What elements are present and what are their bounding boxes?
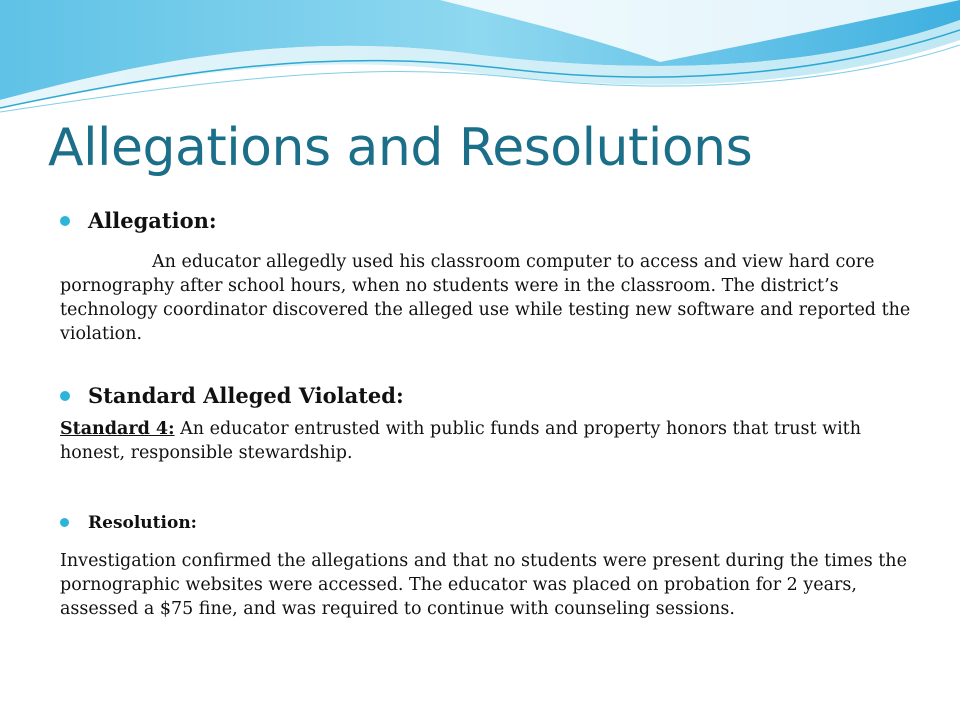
allegation-paragraph [60, 250, 920, 346]
allegation-text: An educator allegedly used his classroom computer to access and view hard core pornography after school hours, when no students were in the classroom. The district’s technology coordinator discovered the alleged use while testing new software and reported the violation. [60, 252, 911, 344]
resolution-text: Investigation confirmed the allegations and that no students were present during the times the pornographic websites were accessed. The educator was placed on probation for 2 years, assessed a $75 fine, and was required to continue with counseling sessions. [60, 551, 907, 619]
allegation-heading-row [60, 204, 920, 238]
resolution-paragraph [60, 549, 920, 621]
header-wave-decoration [0, 0, 960, 120]
standard-heading: Standard Alleged Violated: [88, 383, 404, 408]
standard-label: Standard 4: [60, 419, 175, 439]
resolution-heading-row [60, 509, 920, 537]
standard-text: An educator entrusted with public funds and property honors that trust with honest, responsible stewardship. [60, 419, 861, 463]
bullet-icon [60, 518, 69, 527]
resolution-heading: Resolution: [88, 513, 197, 533]
slide-title: Allegations and Resolutions [48, 118, 753, 178]
slide-content [60, 204, 920, 621]
standard-paragraph [60, 417, 920, 465]
bullet-icon [60, 391, 70, 401]
bullet-icon [60, 216, 70, 226]
standard-heading-row [60, 379, 920, 413]
allegation-heading: Allegation: [88, 208, 217, 233]
